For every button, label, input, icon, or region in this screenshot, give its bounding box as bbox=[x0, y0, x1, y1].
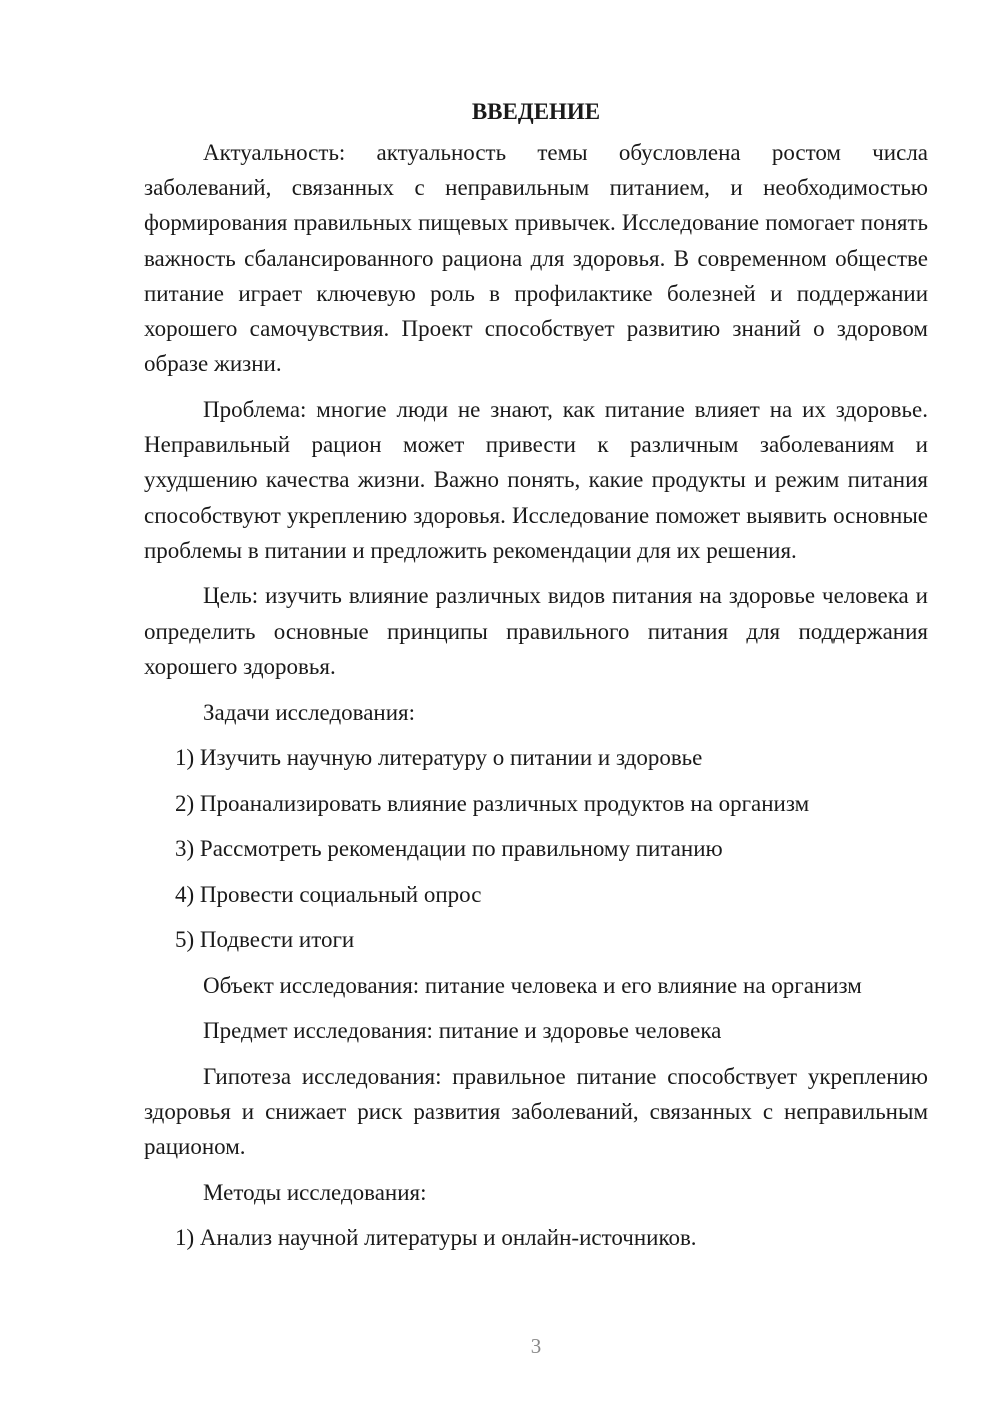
relevance-paragraph: Актуальность: актуальность темы обусловлена ростом числа заболеваний, связанных с неправильным питанием, и необходимостью формирования правильных пищевых привычек. Исследование помогает понять важность сбалансированного рациона для здоровья. В современном обществе питание играет ключевую роль в профилактике болезней и поддержании хорошего самочувствия. Проект способствует развитию знаний о здоровом образе жизни. bbox=[144, 140, 928, 377]
goal-paragraph: Цель: изучить влияние различных видов питания на здоровье человека и определить основные принципы правильного питания для поддержания хорошего здоровья. bbox=[144, 583, 928, 679]
list-item: 1) Анализ научной литературы и онлайн-источников. bbox=[175, 1225, 697, 1251]
page-number: 3 bbox=[530, 1334, 542, 1358]
problem-paragraph: Проблема: многие люди не знают, как питание влияет на их здоровье. Неправильный рацион может привести к различным заболеваниям и ухудшению качества жизни. Важно понять, какие продукты и режим питания способствуют укреплению здоровья. Исследование поможет выявить основные проблемы в питании и предложить рекомендации для их решения. bbox=[144, 396, 928, 563]
methods-heading: Методы исследования: bbox=[203, 1179, 427, 1205]
hypothesis-paragraph: Гипотеза исследования: правильное питание способствует укреплению здоровья и снижает риск развития заболеваний, связанных с неправильным рационом. bbox=[144, 1063, 928, 1159]
list-item: 4) Провести социальный опрос bbox=[175, 881, 482, 907]
tasks-list bbox=[144, 740, 928, 957]
research-object: Объект исследования: питание человека и его влияние на организм bbox=[203, 972, 862, 998]
page-content bbox=[144, 94, 928, 1266]
page-title: ВВЕДЕНИЕ bbox=[471, 99, 601, 124]
methods-list bbox=[144, 1220, 928, 1255]
list-item: 5) Подвести итоги bbox=[175, 927, 355, 953]
list-item: 2) Проанализировать влияние различных продуктов на организм bbox=[175, 790, 810, 816]
list-item: 1) Изучить научную литературу о питании и здоровье bbox=[175, 745, 703, 771]
research-subject: Предмет исследования: питание и здоровье человека bbox=[203, 1018, 722, 1044]
list-item: 3) Рассмотреть рекомендации по правильному питанию bbox=[175, 836, 723, 862]
tasks-heading: Задачи исследования: bbox=[203, 699, 416, 725]
